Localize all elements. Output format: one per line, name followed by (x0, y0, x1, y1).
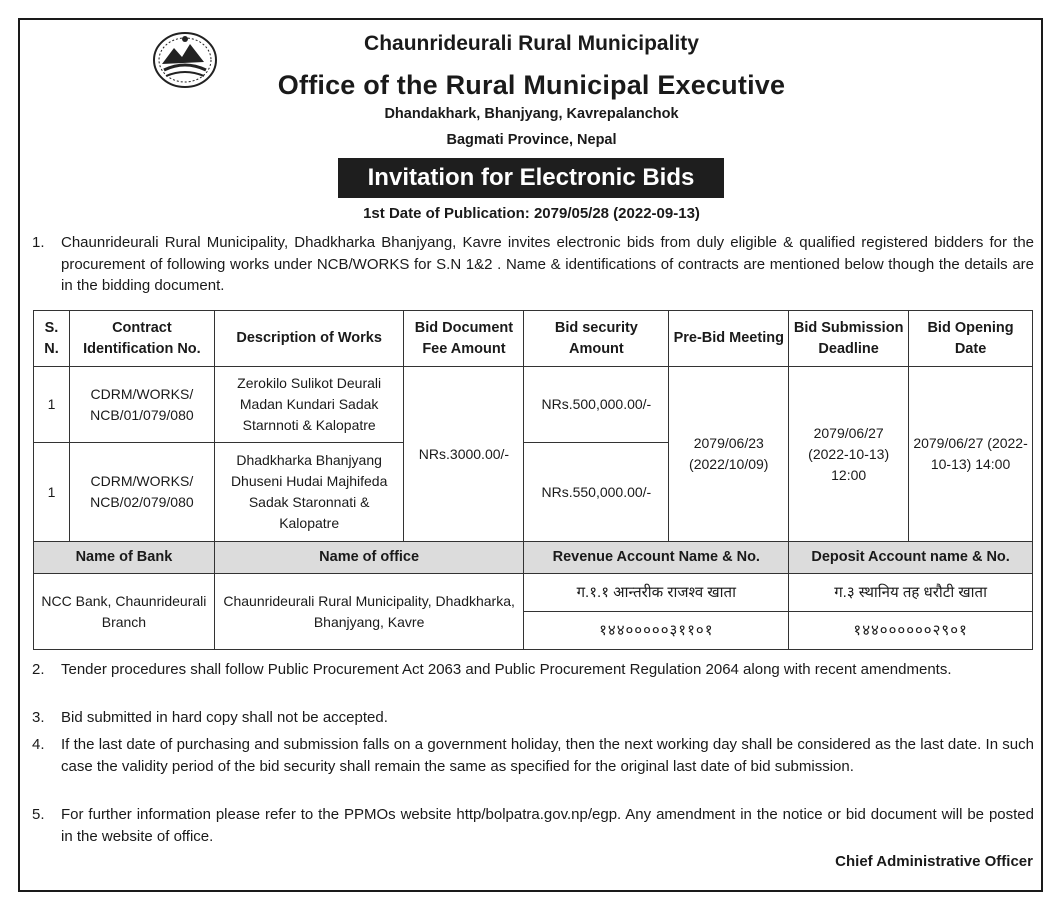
note-item (32, 707, 1034, 729)
header-security: Bid security Amount (524, 311, 669, 367)
header-sn: S. N. (34, 311, 70, 367)
cell-deposit-name: ग.३ स्थानिय तह धरौटी खाता (789, 574, 1033, 612)
notice-title-banner: Invitation for Electronic Bids (338, 158, 724, 198)
cell-sn: 1 (34, 443, 70, 542)
cell-opening: 2079/06/27 (2022-10-13) 14:00 (909, 367, 1033, 542)
cell-prebid: 2079/06/23 (2022/10/09) (669, 367, 789, 542)
cell-security: NRs.550,000.00/- (524, 443, 669, 542)
cell-revenue-no: १४४०००००३११०१ (524, 612, 789, 650)
header-description: Description of Works (214, 311, 404, 367)
cell-contract-id: CDRM/WORKS/ NCB/02/079/080 (69, 443, 214, 542)
table-row (34, 367, 1033, 443)
item-number: 4. (32, 736, 45, 753)
header-bank: Name of Bank (34, 542, 215, 574)
item-text: Tender procedures shall follow Public Procurement Act 2063 and Public Procurement Regulation 2064 along with recent amendments. (61, 661, 952, 678)
address-line-1: Dhandakhark, Bhanjyang, Kavrepalanchok (384, 106, 679, 122)
header-submission: Bid Submission Deadline (789, 311, 909, 367)
cell-description: Zerokilo Sulikot Deurali Madan Kundari Sadak Starnnoti & Kalopatre (214, 367, 404, 443)
cell-contract-id: CDRM/WORKS/ NCB/01/079/080 (69, 367, 214, 443)
item-text: Chaunrideurali Rural Municipality, Dhadkharka Bhanjyang, Kavre invites electronic bids from duly eligible & qualified registered bidders for the procurement of following works under NCB/WORKS for S.N 1&2 . Name & identifications of contracts are mentioned below though the details are in the bidding document. (61, 234, 1034, 294)
note-item (32, 659, 1034, 681)
item-number: 2. (32, 661, 45, 678)
bank-row (34, 574, 1033, 612)
item-number: 1. (32, 234, 45, 251)
bank-header-row (34, 542, 1033, 574)
item-number: 3. (32, 709, 45, 726)
header-deposit: Deposit Account name & No. (789, 542, 1033, 574)
municipality-name: Chaunrideurali Rural Municipality (364, 32, 699, 55)
cell-bank-name: NCC Bank, Chaunrideurali Branch (34, 574, 215, 650)
item-number: 5. (32, 806, 45, 823)
item-text: For further information please refer to the PPMOs website http/bolpatra.gov.np/egp. Any amendment in the notice or bid document will be posted in the website of office. (61, 806, 1034, 845)
header-opening: Bid Opening Date (909, 311, 1033, 367)
header-prebid: Pre-Bid Meeting (669, 311, 789, 367)
cell-revenue-name: ग.१.१ आन्तरीक राजश्व खाता (524, 574, 789, 612)
signature-title: Chief Administrative Officer (835, 853, 1033, 870)
cell-description: Dhadkharka Bhanjyang Dhuseni Hudai Majhifeda Sadak Staronnati & Kalopatre (214, 443, 404, 542)
header-doc-fee: Bid Document Fee Amount (404, 311, 524, 367)
intro-paragraph (32, 232, 1034, 297)
cell-sn: 1 (34, 367, 70, 443)
item-text: Bid submitted in hard copy shall not be accepted. (61, 709, 388, 726)
publication-date: 1st Date of Publication: 2079/05/28 (2022-09-13) (363, 205, 700, 222)
cell-deposit-no: १४४००००००२९०१ (789, 612, 1033, 650)
address-line-2: Bagmati Province, Nepal (446, 132, 617, 148)
header-contract-id: Contract Identification No. (69, 311, 214, 367)
header-office: Name of office (214, 542, 524, 574)
table-header-row (34, 311, 1033, 367)
note-item (32, 734, 1034, 777)
cell-security: NRs.500,000.00/- (524, 367, 669, 443)
item-text: If the last date of purchasing and submission falls on a government holiday, then the next working day shall be considered as the last date. In such case the validity period of the bid security shall remain the same as specified for the original last date of bid submission. (61, 736, 1034, 775)
cell-submission: 2079/06/27 (2022-10-13) 12:00 (789, 367, 909, 542)
cell-doc-fee: NRs.3000.00/- (404, 367, 524, 542)
note-item (32, 804, 1034, 847)
header-revenue: Revenue Account Name & No. (524, 542, 789, 574)
office-name: Office of the Rural Municipal Executive (277, 70, 786, 100)
contracts-table (33, 310, 1033, 650)
cell-office-name: Chaunrideurali Rural Municipality, Dhadkharka, Bhanjyang, Kavre (214, 574, 524, 650)
